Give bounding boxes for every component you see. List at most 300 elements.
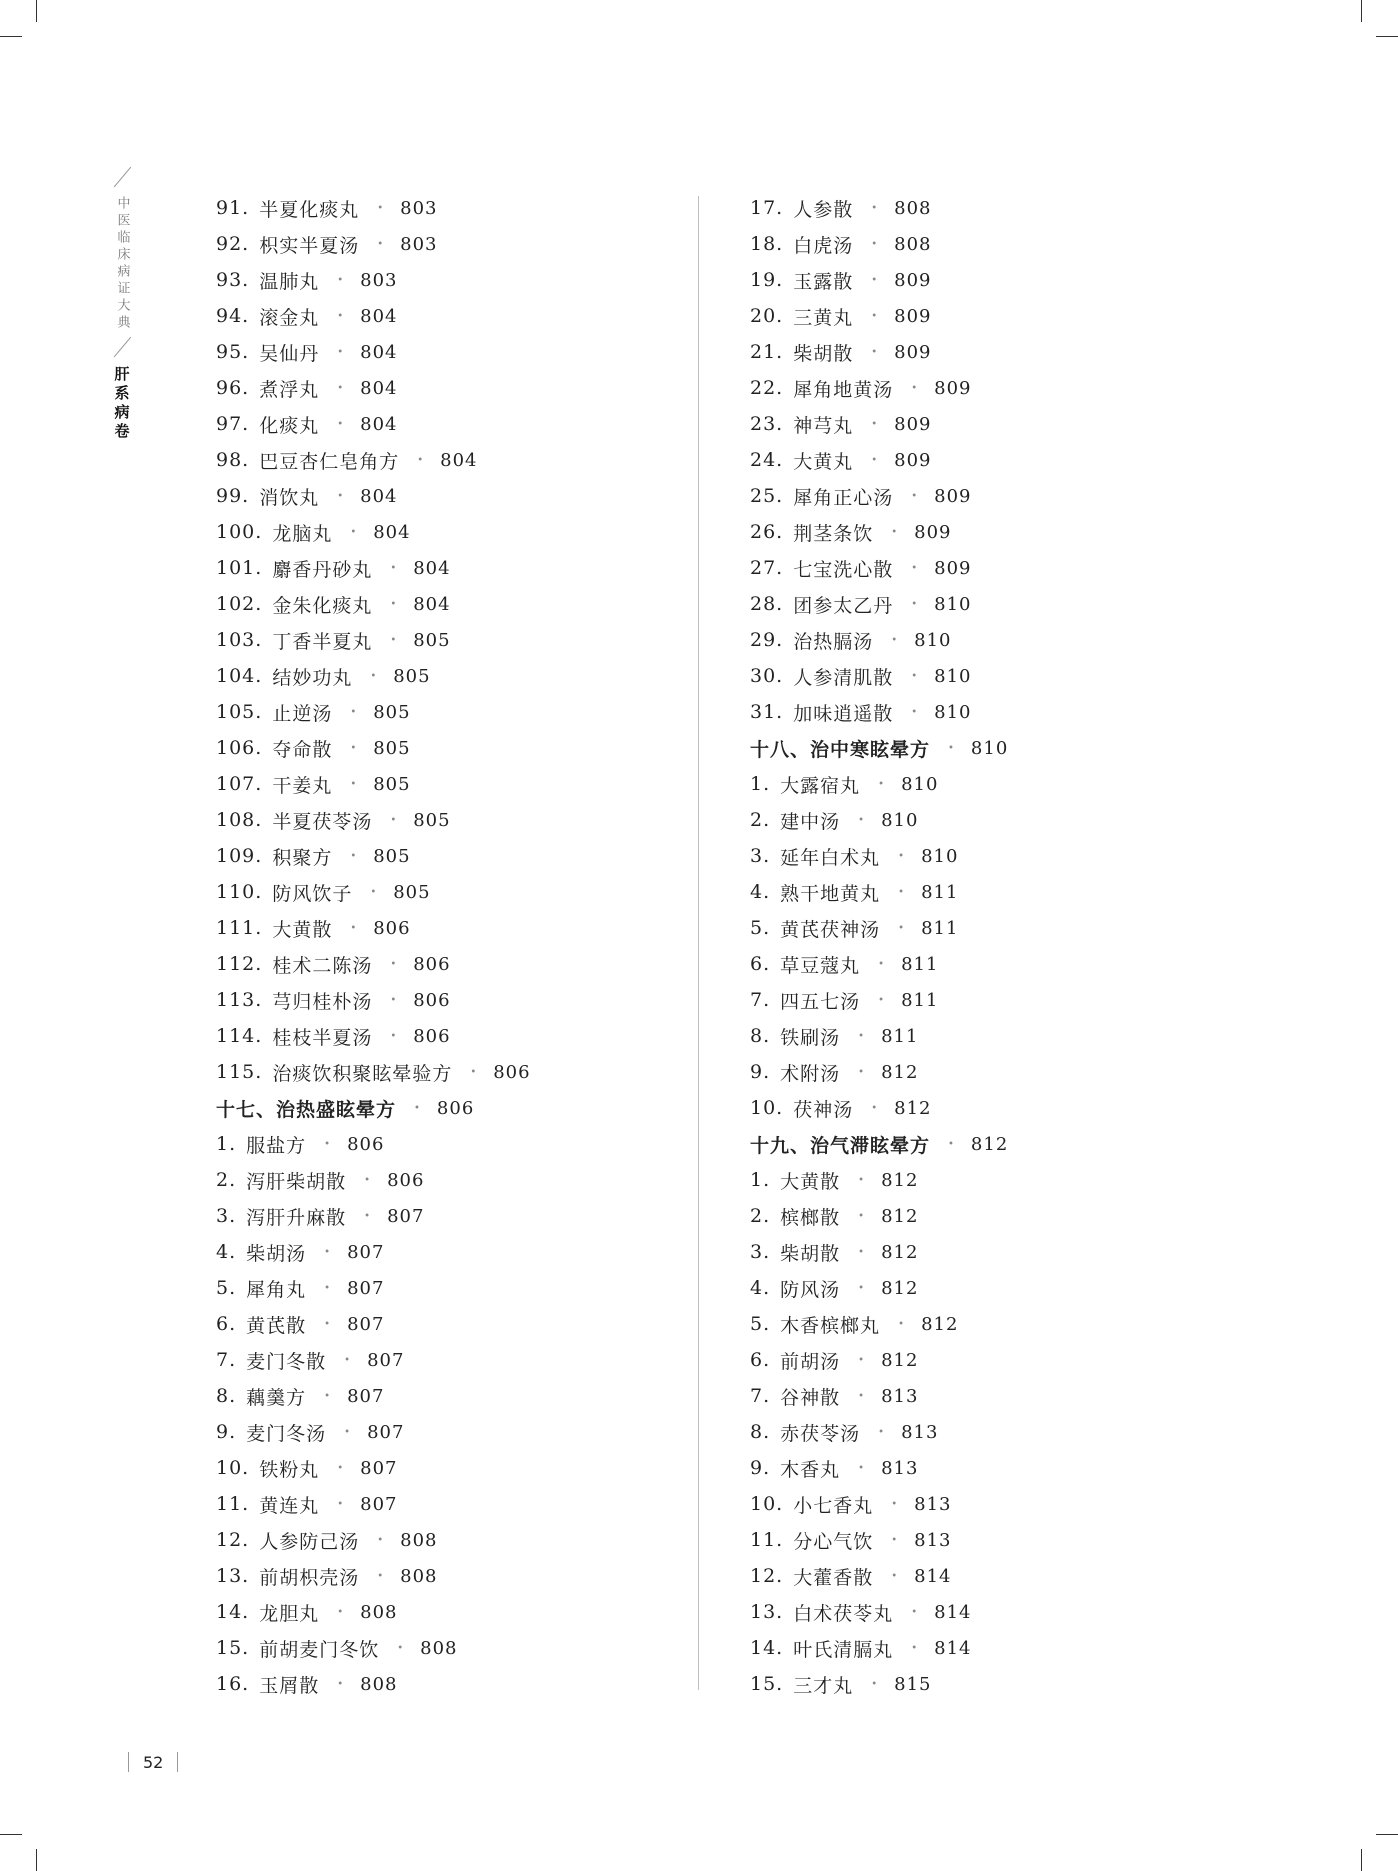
entry-page-number: 804 [360, 305, 398, 327]
entry-number: 104. [216, 665, 263, 687]
leader-dot: • [337, 1606, 345, 1618]
entry-number: 98. [216, 449, 250, 471]
leader-dot: • [878, 1426, 886, 1438]
crop-mark-tl-v [36, 0, 37, 22]
entry-number: 2. [750, 809, 771, 831]
toc-entry [750, 1378, 1008, 1414]
leader-dot: • [878, 958, 886, 970]
toc-entry [216, 442, 531, 478]
leader-dot: • [911, 1606, 919, 1618]
entry-page-number: 812 [881, 1349, 919, 1371]
entry-number: 7. [750, 1385, 771, 1407]
leader-dot: • [364, 1210, 372, 1222]
leader-dot: • [898, 850, 906, 862]
leader-dot: • [377, 238, 385, 250]
entry-title: 玉屑散 [259, 1674, 320, 1697]
entry-number: 12. [216, 1529, 250, 1551]
entry-number: 107. [216, 773, 263, 795]
toc-entry [750, 514, 1008, 550]
entry-title: 七宝洗心散 [793, 558, 894, 581]
entry-title: 人参防己汤 [259, 1530, 360, 1553]
toc-entry [750, 1090, 1008, 1126]
entry-number: 6. [750, 953, 771, 975]
entry-number: 106. [216, 737, 263, 759]
toc-entry [216, 586, 531, 622]
entry-title: 化痰丸 [259, 414, 320, 437]
entry-page-number: 805 [393, 881, 431, 903]
entry-page-number: 804 [373, 521, 411, 543]
entry-page-number: 804 [360, 341, 398, 363]
toc-entry [216, 1450, 531, 1486]
leader-dot: • [858, 1210, 866, 1222]
entry-page-number: 808 [420, 1637, 458, 1659]
entry-title: 丁香半夏丸 [272, 630, 373, 653]
toc-entry [216, 1198, 531, 1234]
toc-entry [750, 946, 1008, 982]
entry-page-number: 810 [921, 845, 959, 867]
entry-page-number: 806 [387, 1169, 425, 1191]
toc-entry [750, 190, 1008, 226]
entry-number: 9. [216, 1421, 237, 1443]
toc-entry [750, 1270, 1008, 1306]
entry-page-number: 813 [901, 1421, 939, 1443]
section-title: 十八、治中寒眩晕方 [750, 738, 931, 761]
toc-entry [750, 1558, 1008, 1594]
entry-page-number: 809 [894, 269, 932, 291]
entry-number: 2. [216, 1169, 237, 1191]
toc-entry [216, 1558, 531, 1594]
leader-dot: • [911, 1642, 919, 1654]
entry-number: 3. [216, 1205, 237, 1227]
entry-page-number: 804 [413, 557, 451, 579]
entry-title: 前胡枳壳汤 [259, 1566, 360, 1589]
entry-page-number: 812 [970, 1133, 1009, 1155]
entry-title: 积聚方 [272, 846, 333, 869]
entry-title: 温肺丸 [259, 270, 320, 293]
entry-title: 结妙功丸 [272, 666, 353, 689]
leader-dot: • [948, 742, 955, 754]
entry-number: 92. [216, 233, 250, 255]
crop-mark-tr-h [1376, 36, 1398, 37]
crop-mark-bl-h [0, 1834, 22, 1835]
leader-dot: • [858, 814, 866, 826]
folio-bar [177, 1752, 178, 1772]
leader-dot: • [390, 634, 398, 646]
entry-title: 延年白术丸 [780, 846, 881, 869]
leader-dot: • [324, 1318, 332, 1330]
entry-title: 治痰饮积聚眩晕验方 [272, 1062, 453, 1085]
leader-dot: • [370, 886, 378, 898]
entry-title: 大藿香散 [793, 1566, 874, 1589]
entry-title: 枳实半夏汤 [259, 234, 360, 257]
title-divider [113, 337, 130, 358]
entry-number: 13. [216, 1565, 250, 1587]
entry-page-number: 807 [387, 1205, 425, 1227]
entry-title: 三黄丸 [793, 306, 854, 329]
entry-page-number: 810 [901, 773, 939, 795]
toc-entry [216, 1666, 531, 1702]
entry-page-number: 811 [901, 953, 939, 975]
entry-number: 101. [216, 557, 263, 579]
entry-page-number: 808 [894, 233, 932, 255]
entry-title: 吴仙丹 [259, 342, 320, 365]
entry-number: 2. [750, 1205, 771, 1227]
entry-title: 防风汤 [780, 1278, 841, 1301]
entry-page-number: 813 [881, 1385, 919, 1407]
entry-page-number: 809 [934, 485, 972, 507]
entry-title: 木香丸 [780, 1458, 841, 1481]
leader-dot: • [948, 1138, 955, 1150]
entry-page-number: 814 [914, 1565, 952, 1587]
entry-number: 112. [216, 953, 263, 975]
toc-entry [750, 298, 1008, 334]
entry-page-number: 806 [347, 1133, 385, 1155]
leader-dot: • [858, 1066, 866, 1078]
leader-dot: • [337, 382, 345, 394]
entry-page-number: 807 [347, 1385, 385, 1407]
toc-entry [216, 514, 531, 550]
entry-title: 熟干地黄丸 [780, 882, 881, 905]
entry-page-number: 804 [413, 593, 451, 615]
leader-dot: • [858, 1354, 866, 1366]
entry-page-number: 808 [360, 1673, 398, 1695]
entry-title: 消饮丸 [259, 486, 320, 509]
entry-page-number: 805 [373, 773, 411, 795]
leader-dot: • [470, 1066, 478, 1078]
entry-page-number: 807 [367, 1349, 405, 1371]
toc-entry [750, 1594, 1008, 1630]
leader-dot: • [898, 886, 906, 898]
toc-entry [750, 1414, 1008, 1450]
entry-title: 大黄丸 [793, 450, 854, 473]
toc-entry [750, 802, 1008, 838]
entry-title: 黄芪茯神汤 [780, 918, 881, 941]
toc-entry [216, 1522, 531, 1558]
entry-title: 大露宿丸 [780, 774, 861, 797]
entry-title: 建中汤 [780, 810, 841, 833]
toc-entry [216, 190, 531, 226]
toc-entry [750, 1054, 1008, 1090]
entry-page-number: 812 [881, 1277, 919, 1299]
entry-number: 8. [216, 1385, 237, 1407]
entry-page-number: 809 [934, 377, 972, 399]
toc-entry [216, 1054, 531, 1090]
leader-dot: • [871, 238, 879, 250]
toc-entry [750, 1018, 1008, 1054]
toc-entry [216, 1126, 531, 1162]
entry-page-number: 806 [413, 1025, 451, 1047]
toc-left-column [216, 190, 531, 1702]
entry-number: 8. [750, 1025, 771, 1047]
entry-page-number: 808 [894, 197, 932, 219]
entry-number: 3. [750, 1241, 771, 1263]
leader-dot: • [390, 994, 398, 1006]
series-title: 中医临床病证大典 [114, 196, 130, 332]
entry-title: 白术茯苓丸 [793, 1602, 894, 1625]
entry-title: 龙胆丸 [259, 1602, 320, 1625]
leader-dot: • [871, 346, 879, 358]
leader-dot: • [858, 1246, 866, 1258]
entry-page-number: 804 [360, 485, 398, 507]
entry-page-number: 812 [894, 1097, 932, 1119]
entry-title: 玉露散 [793, 270, 854, 293]
entry-page-number: 805 [373, 845, 411, 867]
entry-title: 麦门冬汤 [246, 1422, 327, 1445]
entry-page-number: 812 [881, 1205, 919, 1227]
leader-dot: • [390, 598, 398, 610]
entry-title: 三才丸 [793, 1674, 854, 1697]
entry-number: 10. [216, 1457, 250, 1479]
toc-entry [216, 1162, 531, 1198]
entry-number: 5. [216, 1277, 237, 1299]
entry-title: 大黄散 [272, 918, 333, 941]
entry-page-number: 813 [914, 1493, 952, 1515]
toc-entry [750, 874, 1008, 910]
leader-dot: • [891, 634, 899, 646]
toc-entry [750, 226, 1008, 262]
leader-dot: • [911, 382, 919, 394]
toc-entry [750, 1486, 1008, 1522]
leader-dot: • [871, 1678, 879, 1690]
leader-dot: • [337, 310, 345, 322]
entry-page-number: 810 [881, 809, 919, 831]
entry-number: 30. [750, 665, 784, 687]
entry-page-number: 806 [493, 1061, 531, 1083]
entry-number: 113. [216, 989, 263, 1011]
leader-dot: • [337, 1678, 345, 1690]
leader-dot: • [871, 1102, 879, 1114]
entry-title: 铁粉丸 [259, 1458, 320, 1481]
leader-dot: • [337, 274, 345, 286]
leader-dot: • [871, 310, 879, 322]
entry-page-number: 807 [347, 1277, 385, 1299]
entry-number: 4. [216, 1241, 237, 1263]
entry-title: 小七香丸 [793, 1494, 874, 1517]
entry-number: 111. [216, 917, 263, 939]
entry-number: 109. [216, 845, 263, 867]
entry-number: 5. [750, 1313, 771, 1335]
entry-number: 15. [216, 1637, 250, 1659]
leader-dot: • [324, 1246, 332, 1258]
toc-entry [750, 910, 1008, 946]
entry-title: 犀角地黄汤 [793, 378, 894, 401]
entry-title: 团参太乙丹 [793, 594, 894, 617]
leader-dot: • [878, 778, 886, 790]
leader-dot: • [377, 202, 385, 214]
entry-page-number: 812 [921, 1313, 959, 1335]
crop-mark-br-h [1376, 1834, 1398, 1835]
leader-dot: • [324, 1138, 332, 1150]
toc-entry [750, 1630, 1008, 1666]
leader-dot: • [911, 598, 919, 610]
entry-title: 煮浮丸 [259, 378, 320, 401]
entry-page-number: 805 [373, 737, 411, 759]
leader-dot: • [350, 706, 358, 718]
entry-page-number: 810 [934, 665, 972, 687]
entry-number: 95. [216, 341, 250, 363]
entry-number: 14. [750, 1637, 784, 1659]
entry-title: 神芎丸 [793, 414, 854, 437]
entry-number: 21. [750, 341, 784, 363]
leader-dot: • [390, 1030, 398, 1042]
entry-number: 11. [750, 1529, 784, 1551]
section-title: 十七、治热盛眩晕方 [216, 1098, 397, 1121]
toc-entry [750, 406, 1008, 442]
leader-dot: • [898, 922, 906, 934]
entry-title: 加味逍遥散 [793, 702, 894, 725]
leader-dot: • [390, 562, 398, 574]
toc-entry [216, 1486, 531, 1522]
folio-bar [128, 1752, 129, 1772]
entry-title: 分心气饮 [793, 1530, 874, 1553]
entry-number: 115. [216, 1061, 263, 1083]
title-divider [113, 167, 130, 188]
leader-dot: • [911, 670, 919, 682]
toc-entry [216, 1018, 531, 1054]
toc-entry [750, 586, 1008, 622]
entry-number: 16. [216, 1673, 250, 1695]
entry-page-number: 811 [881, 1025, 919, 1047]
toc-entry [216, 1342, 531, 1378]
entry-page-number: 806 [373, 917, 411, 939]
entry-page-number: 805 [413, 629, 451, 651]
toc-section-heading [750, 1126, 1008, 1162]
entry-page-number: 806 [413, 953, 451, 975]
column-divider [698, 196, 699, 1690]
toc-entry [750, 1666, 1008, 1702]
entry-page-number: 804 [360, 377, 398, 399]
entry-number: 27. [750, 557, 784, 579]
entry-page-number: 803 [400, 233, 438, 255]
entry-page-number: 813 [914, 1529, 952, 1551]
toc-entry [216, 478, 531, 514]
toc-entry [216, 1414, 531, 1450]
entry-page-number: 810 [914, 629, 952, 651]
entry-page-number: 807 [347, 1241, 385, 1263]
entry-number: 6. [750, 1349, 771, 1371]
toc-entry [216, 1378, 531, 1414]
toc-entry [216, 262, 531, 298]
entry-title: 金朱化痰丸 [272, 594, 373, 617]
entry-number: 4. [750, 881, 771, 903]
entry-title: 服盐方 [246, 1134, 307, 1157]
leader-dot: • [370, 670, 378, 682]
entry-title: 前胡麦门冬饮 [259, 1638, 380, 1661]
toc-entry [750, 1342, 1008, 1378]
entry-title: 槟榔散 [780, 1206, 841, 1229]
leader-dot: • [414, 1102, 421, 1114]
entry-number: 13. [750, 1601, 784, 1623]
leader-dot: • [337, 1498, 345, 1510]
entry-number: 12. [750, 1565, 784, 1587]
leader-dot: • [397, 1642, 405, 1654]
entry-number: 25. [750, 485, 784, 507]
entry-number: 97. [216, 413, 250, 435]
toc-entry [750, 1198, 1008, 1234]
entry-page-number: 804 [440, 449, 478, 471]
entry-number: 108. [216, 809, 263, 831]
entry-page-number: 812 [881, 1061, 919, 1083]
entry-page-number: 808 [400, 1529, 438, 1551]
toc-entry [750, 766, 1008, 802]
entry-title: 柴胡散 [793, 342, 854, 365]
entry-page-number: 806 [413, 989, 451, 1011]
toc-entry [750, 442, 1008, 478]
entry-number: 4. [750, 1277, 771, 1299]
leader-dot: • [350, 778, 358, 790]
entry-page-number: 803 [400, 197, 438, 219]
toc-entry [750, 838, 1008, 874]
entry-title: 藕羹方 [246, 1386, 307, 1409]
entry-number: 99. [216, 485, 250, 507]
toc-entry [216, 946, 531, 982]
entry-number: 93. [216, 269, 250, 291]
entry-title: 麝香丹砂丸 [272, 558, 373, 581]
entry-page-number: 805 [373, 701, 411, 723]
entry-title: 夺命散 [272, 738, 333, 761]
toc-entry [750, 1234, 1008, 1270]
toc-entry [216, 658, 531, 694]
leader-dot: • [350, 850, 358, 862]
leader-dot: • [858, 1390, 866, 1402]
toc-entry [216, 838, 531, 874]
entry-number: 8. [750, 1421, 771, 1443]
entry-title: 叶氏清膈丸 [793, 1638, 894, 1661]
entry-title: 四五七汤 [780, 990, 861, 1013]
entry-title: 龙脑丸 [272, 522, 333, 545]
leader-dot: • [337, 418, 345, 430]
entry-title: 滚金丸 [259, 306, 320, 329]
toc-entry [216, 1270, 531, 1306]
entry-page-number: 810 [934, 593, 972, 615]
leader-dot: • [871, 202, 879, 214]
entry-title: 泻肝柴胡散 [246, 1170, 347, 1193]
entry-number: 105. [216, 701, 263, 723]
leader-dot: • [878, 994, 886, 1006]
leader-dot: • [891, 1570, 899, 1582]
toc-entry [750, 694, 1008, 730]
entry-page-number: 811 [921, 917, 959, 939]
entry-number: 22. [750, 377, 784, 399]
entry-page-number: 806 [436, 1097, 475, 1119]
entry-page-number: 812 [881, 1169, 919, 1191]
toc-entry [216, 370, 531, 406]
entry-page-number: 810 [970, 737, 1009, 759]
entry-number: 7. [216, 1349, 237, 1371]
toc-section-heading [216, 1090, 531, 1126]
entry-number: 23. [750, 413, 784, 435]
toc-section-heading [750, 730, 1008, 766]
entry-page-number: 809 [894, 305, 932, 327]
entry-title: 谷神散 [780, 1386, 841, 1409]
entry-title: 人参清肌散 [793, 666, 894, 689]
entry-page-number: 807 [367, 1421, 405, 1443]
toc-entry [216, 802, 531, 838]
leader-dot: • [350, 922, 358, 934]
entry-title: 芎归桂朴汤 [272, 990, 373, 1013]
entry-number: 1. [750, 1169, 771, 1191]
entry-page-number: 808 [360, 1601, 398, 1623]
entry-number: 1. [216, 1133, 237, 1155]
entry-title: 荆茎条饮 [793, 522, 874, 545]
section-title: 十九、治气滞眩晕方 [750, 1134, 931, 1157]
crop-mark-br-v [1361, 1849, 1362, 1871]
toc-entry [216, 1306, 531, 1342]
entry-title: 人参散 [793, 198, 854, 221]
leader-dot: • [390, 958, 398, 970]
entry-title: 柴胡汤 [246, 1242, 307, 1265]
entry-number: 96. [216, 377, 250, 399]
